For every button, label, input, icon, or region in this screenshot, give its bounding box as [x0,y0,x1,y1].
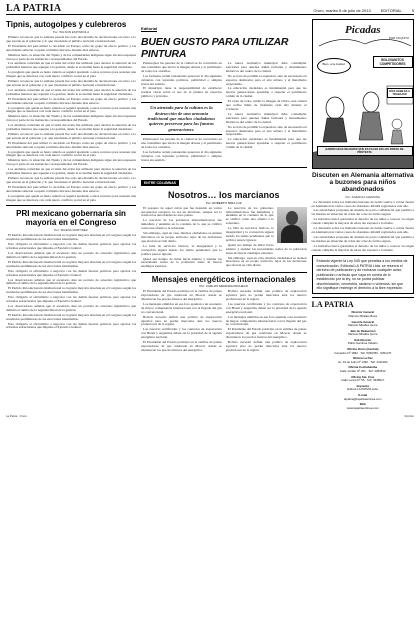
footer-right: Opinión [404,414,414,419]
paragraph: El Presidente del país utilizó lo sucedido en Europa como un golpe de efecto político y las autoridades salieron a repetir el mismo discurso durante días enteros. [6,140,137,149]
headline-alemania: Discuten en Alemania alternativa a buzones para niños abandonados [311,172,414,194]
paragraph: El Presidente del país utilizó lo sucedido en Europa como un golpe de efecto político y las autoridades salieron a repetir el mismo discurso durante días enteros. [6,43,137,52]
paragraph: Bolivia necesita definir una política de exploración agresiva para no perder mercados ante los nuevos productores de la región. [141,314,222,327]
paragraph: Sin embargo, aquí en casa, muchos ciudadanos se sienten marcianos en su propio territorio, lejos de las decisiones que afectan su vida diaria. [225,255,307,268]
column-col-2 [226,207,307,271]
paragraph: Pintarrajear las paredes de la ciudad se ha convertido en una costumbre que afecta la imagen urbana y el patrimonio de todos los orureños. [141,137,222,149]
paragraph: El Presidente del país utilizó lo sucedido en Europa como un golpe de efecto político y las autoridades salieron a repetir el mismo discurso durante días enteros. [6,96,137,105]
staff-role: Oficina Sta. Cruz [351,374,375,379]
speech-bubble: Bien, a la ciudad [317,58,351,74]
issue-date: Oruro, martes 8 de julio de 2013 [313,8,371,13]
editorial-col-2 [226,62,307,164]
staff-website-link[interactable]: www.lapatriaenlinea.com [346,405,379,410]
staff-name: Marcelo Miralles Iporre [348,332,378,337]
staff-role: Jefe de Redacción [350,328,376,333]
paragraph: Pintarrajear las paredes de la ciudad se ha convertido en una costumbre que afecta la imagen urbana y el patrimonio de todos los orureños. [141,61,222,73]
staff-entry [312,403,414,410]
divider [141,272,307,273]
divider [6,205,136,206]
paragraph: Mientras tanto, la situación del Tipnis y de las comunidades indígenas sigue sin una respuesta clara por parte de las instancias correspondientes del Estado. [6,158,137,167]
protest-sign-2: DÍAS HÁBILES A TRABAJAR [387,88,413,98]
paragraph: La pregunta que queda es hasta cuándo se seguirá apelando a estos recursos para sostener una imagen que se deteriora con cada nuevo conflicto social en el país. [6,105,137,114]
staff-entry [312,330,414,337]
left-column [6,17,136,412]
editorial-col-1 [141,62,222,164]
paragraph: Las fachadas recién restauradas aparecen al día siguiente cubiertas con leyendas políticas, publicidad o simples trazos sin sentido. [141,73,222,86]
energy-col-2 [226,290,307,354]
paragraph: La falta de servicios básicos, la inseguridad y la corrupción siguen siendo los temas pendientes que la política parece ignorar. [141,243,222,256]
section-name: EDITORIAL [380,8,402,13]
staff-entry [312,376,414,383]
staff-role: Web [359,402,366,407]
legal-notice [312,255,414,294]
cartoon-credit: POR COQUITO [389,36,409,40]
column-tag: ENTRE COLUMNAS [141,180,179,186]
byline-energy: Por: CARLOS MIRANDA PACHECO [199,284,249,289]
article-pri-body [6,234,136,330]
staff-entry [312,348,414,355]
staff-box [312,297,414,410]
paragraph: El pasajero de aquel avión que fue detenido en varios aeropuertos europeos no era un marciano, aunque así lo trataron las autoridades de esos países. [141,205,222,218]
staff-entry [312,385,414,392]
paragraph: Las autoridades proponen un sistema de parto confidencial que permita a las madres en situación de crisis dar a luz de forma segura. [311,234,414,243]
author-photo [277,207,307,243]
paragraph: Las fachadas recién restauradas aparecen al día siguiente cubiertas con leyendas políticas, publicidad o simples trazos sin sentido. [141,149,222,162]
staff-name: Editora LA PATRIA Ltda. [347,387,379,392]
page-number: 5 [411,8,414,13]
paragraph: Bolivia necesita definir una política de exploración agresiva para no perder mercados ante los nuevos productores de la región. [225,340,307,352]
staff-role: Director General [351,310,375,315]
cartoon [312,19,414,169]
masthead: LA PATRIA [6,3,62,14]
middle-column [141,17,307,412]
pull-quote: Un atentado para la cultura es la destrucción de una armonía tradicional que muchos ciudadanos quieren preservar para las futuras generaciones. [141,102,222,135]
paragraph: La nueva normativa municipal debe contemplar sanciones para quienes dañen fachadas y monumentos históricos del centro de la ciudad. [225,111,307,124]
energy-body [141,290,307,354]
editorial-title: BUEN GUSTO PARA UTILIZAR PINTURA [141,36,289,60]
page-footer [6,414,414,418]
paragraph: La educación ciudadana es fundamental para que las nuevas generaciones aprendan a respetar el patrimonio común de la ciudad. [225,137,307,150]
paragraph: La nueva normativa municipal debe contemplar sanciones para quienes dañen fachadas y monumentos históricos del centro de la ciudad. [225,61,307,73]
paragraph: Primero reconocer que la semana pasada fue todo una maraña de declaraciones en torno a lo que sucede en el gobierno y lo que trasciende al público nacional e internacional. [6,176,137,184]
column-title: Nosotros… los marcianos [168,189,280,200]
energy-col-1 [141,290,222,354]
paragraph: Los observadores señalan que el escenario abre un periodo de acuerdos legislativos que definirá el rumbo de la segunda mitad de la gestión. [6,277,137,286]
paragraph: Esto obligaría al oficialismo a negociar con las demás fuerzas políticas para aprobar las reformas estructurales que impulsa el Ejecutivo federal. [6,268,137,277]
staff-role: Oficina La Paz [352,356,373,361]
legal-notice-text: Estando vigente la Ley 045 que penaliza a los medios de comunicación, Editorial LA PATRIA Ltda. se reserva el derecho de publicación y de rechazar cualquier aviso, publicación o artículo que vaya en contra de lo establecido por la ley, no se podrá publicar discriminación, xenofobia, racismo o violencia, sin que ello signifique restringir el derecho a la libre expresión. [316,259,408,290]
staff-role: Oficina Cochabamba [348,365,378,370]
staff-role: E-mail [358,393,368,398]
column-col-1 [141,207,222,271]
columns [6,17,414,412]
staff-role: Imprenta [356,383,369,388]
staff-name: Calle Lanza Nº 55 · Telf. 3338917 [341,378,385,383]
staff-name[interactable]: lapatria@lapatriaenlinea.com [344,396,382,401]
paragraph: Los mensajes emitidos en ese foro apuntan a un escenario de mayor competencia internacional con la llegada del gas no convencional. [225,314,307,327]
paragraph: Sin embargo, aquí en casa, muchos ciudadanos se sienten marcianos en su propio territorio, lejos de las decisiones que afectan su vida diaria. [141,231,222,243]
paragraph: Esto obligaría al oficialismo a negociar con las demás fuerzas políticas para aprobar las reformas estructurales que impulsa el Ejecutivo federal. [6,242,137,251]
staff-name: Marcelo Miralles Iporre [348,323,378,328]
staff-list [312,311,414,410]
paragraph: Bolivia necesita definir una política de exploración agresiva para no perder mercados ante los nuevos productores de la región. [225,289,307,302]
paragraph: Es tarea de todos cuidar la imagen de Oruro, una ciudad que recibe miles de visitantes cada año durante el Carnaval. [225,99,307,111]
staff-name: Marcelo Miralles Bova [348,313,377,318]
paragraph: El Partido Revolucionario Institucional no lograría mayoría absoluta en el Congreso según los resultados preliminares de las elecciones intermedias. [6,286,137,295]
paragraph: La pregunta que queda es hasta cuándo se seguirá apelando a estos recursos para sostener una imagen que se deteriora con cada nuevo conflicto social en el país. [6,193,137,202]
paragraph: El Partido Revolucionario Institucional no lograría mayoría absoluta en el Congreso según los resultados preliminares de las elecciones intermedias. [6,259,137,268]
paragraph: El Presidente del Estado participó en la cumbre de países exportadores de gas celebrada en Moscú, donde se discutieron los precios futuros del energético. [141,340,222,352]
paragraph: Esto obligaría al oficialismo a negociar con las demás fuerzas políticas para aprobar las reformas estructurales que impulsa el Ejecutivo federal. [6,321,137,330]
paragraph: Los analistas coinciden en que el tema del avión fue utilizado para desviar la atención de los problemas internos que aquejan a la gestión, desde la economía hasta la seguridad ciudadana. [6,61,137,70]
staff-role: Gerente General [351,319,375,324]
paragraph: Los mensajes emitidos en ese foro apuntan a un escenario de mayor competencia internacional con la llegada del gas no convencional. [141,301,222,314]
paragraph: Quizá sea tiempo de mirar hacia adentro y atender las necesidades reales de la población antes de buscar enemigos externos. [141,256,222,269]
cartoon-banner: BARRICADAS DEJAMOS QUE ES FALSO EN LOS PAROS DE PROTESTA [317,146,413,156]
paragraph: La pregunta que queda es hasta cuándo se seguirá apelando a estos recursos para sostener una imagen que se deteriora con cada nuevo conflicto social en el país. [6,149,137,158]
paragraph: Las reservas certificadas y los contratos de exportación con Brasil y Argentina deben ser la prioridad de la agenda energética nacional. [141,327,222,340]
column-body [141,207,307,271]
paragraph: El municipio tiene la responsabilidad de establecer normas claras sobre el uso de la pintura en espacios públicos y privados. [141,86,222,99]
headline-energy: Mensajes energéticos internacionales [151,275,296,285]
paragraph: La discusión sobre los llamados buzones de bebés vuelve a cobrar fuerza en Alemania tras varios casos de abandono infantil registrados este año. [311,226,414,234]
paragraph: Mientras tanto, la situación del Tipnis y de las comunidades indígenas sigue sin una respuesta clara por parte de las instancias correspondientes del Estado. [6,52,137,61]
protest-sign-1: BOLIVIANITOS COMPETIDORES [373,56,413,68]
staff-entry [312,339,414,346]
editorial-columns [141,62,307,164]
paragraph: Primero reconocer que la semana pasada fue todo una maraña de declaraciones en torno a lo que sucede en el gobierno y lo que trasciende al público nacional e internacional. [6,79,137,87]
staff-logo: LA PATRIA [311,300,354,310]
paragraph: Las reservas certificadas y los contratos de exportación con Brasil y Argentina deben ser la prioridad de la agenda energética nacional. [225,301,307,314]
staff-name: Pablo Gamboa Vidalón [347,341,378,346]
page-header [6,3,414,15]
divider [141,167,307,168]
paragraph: El Presidente del Estado participó en la cumbre de países exportadores de gas celebrada en Moscú, donde se discutieron los precios futuros del energético. [225,327,307,340]
staff-name: Camacho Nº 1892 · Telf. 5250780 - 5251170 [334,350,392,355]
paragraph: La falta de servicios básicos, la inseguridad y la corrupción siguen siendo los temas pendientes que la política parece ignorar. [225,226,274,242]
staff-name: Calle Jordán Nº 251 · Telf. 4250512 [339,369,386,374]
right-column [312,17,414,412]
paragraph: La iniciativa busca garantizar el derecho de los niños a conocer su origen cuando cumplan la mayoría de edad, sin exponer a la madre. [311,217,414,226]
article-alemania-body [312,201,414,253]
byline-tipnis: Por: WILSON ESPINDOLA [52,30,90,34]
paragraph: La pregunta que queda es hasta cuándo se seguirá apelando a estos recursos para sostener una imagen que se deteriora con cada nuevo conflicto social en el país. [6,70,137,79]
paragraph: La reacción de los gobiernos latinoamericanos fue inmediata y unánime en la condena de lo que se calificó como una afrenta a la soberanía. [141,218,222,231]
paragraph: Primero reconocer que la semana pasada fue todo una maraña de declaraciones en torno a lo que sucede en el gobierno y lo que trasciende al público nacional e internacional. [6,35,137,43]
paragraph: Las autoridades proponen un sistema de parto confidencial que permita a las madres en situación de crisis dar a luz de forma segura. [311,208,414,217]
paragraph: No se trata de prohibir la expresión, sino de encauzarla en espacios destinados para el arte urbano y el muralismo responsable. [225,73,307,86]
staff-role: Sub Director [354,337,372,342]
paragraph: Los analistas coinciden en que el tema del avión fue utilizado para desviar la atención de los problemas internos que aquejan a la gestión, desde la economía hasta la seguridad ciudadana. [6,87,137,96]
paragraph: Quizá sea tiempo de mirar hacia adentro y atender las necesidades reales de la población antes de buscar enemigos externos. [225,242,307,255]
paragraph: El Partido Revolucionario Institucional no lograría mayoría absoluta en el Congreso según los resultados preliminares de las elecciones intermedias. [6,312,137,321]
paragraph: La iniciativa busca garantizar el derecho de los niños a conocer su origen cuando cumplan la mayoría de edad, sin exponer a la madre. [311,243,414,252]
paragraph: Los observadores señalan que el escenario abre un periodo de acuerdos legislativos que definirá el rumbo de la segunda mitad de la gestión. [6,251,137,259]
staff-role: Oficina Oruro (Central) [347,347,379,352]
headline-tipnis: Tipnis, autogolpes y culebreros [6,20,127,29]
paragraph: El Presidente del Estado participó en la cumbre de países exportadores de gas celebrada en Moscú, donde se discutieron los precios futuros del energético. [141,289,222,302]
staff-entry [312,311,414,318]
footer-left: La Patria · Oruro [6,414,27,419]
paragraph: No se trata de prohibir la expresión, sino de encauzarla en espacios destinados para el arte urbano y el muralismo responsable. [225,124,307,137]
cartoon-title: Picadas [345,24,381,36]
paragraph: La reacción de los gobiernos latinoamericanos fue inmediata y unánime en la condena de lo que se calificó como una afrenta a la soberanía. [225,205,274,226]
paragraph: Los analistas coinciden en que el tema del avión fue utilizado para desviar la atención de los problemas internos que aquejan a la gestión, desde la economía hasta la seguridad ciudadana. [6,167,137,176]
paragraph: La educación ciudadana es fundamental para que las nuevas generaciones aprendan a respetar el patrimonio común de la ciudad. [225,86,307,99]
paragraph: Esto obligaría al oficialismo a negociar con las demás fuerzas políticas para aprobar las reformas estructurales que impulsa el Ejecutivo federal. [6,295,137,304]
column-byline: Por: ROBERTO MIRA LUZ [205,200,242,205]
paragraph: Los observadores señalan que el escenario abre un periodo de acuerdos legislativos que definirá el rumbo de la segunda mitad de la gestión. [6,303,137,312]
staff-name: Av. 16 de Julio Nº 1490 · Telf. 2311024 [338,359,388,364]
header-meta [313,8,414,14]
staff-entry [312,394,414,401]
paragraph: El Partido Revolucionario Institucional no lograría mayoría absoluta en el Congreso según los resultados preliminares de las elecciones intermedias. [6,233,137,242]
staff-entry [312,366,414,373]
paragraph: Primero reconocer que la semana pasada fue todo una maraña de declaraciones en torno a lo que sucede en el gobierno y lo que trasciende al público nacional e internacional. [6,131,137,140]
byline-alemania: Por: AGENCIA ALEMANA [345,194,381,199]
headline-pri: PRI mexicano gobernaría sin mayoría en el Congreso [16,209,126,228]
paragraph: Mientras tanto, la situación del Tipnis y de las comunidades indígenas sigue sin una respuesta clara por parte de las instancias correspondientes del Estado. [6,114,137,123]
staff-entry [312,321,414,328]
editorial-tag: Editorial [141,26,158,31]
byline-pri: Por: MILENA MARTINEZ [54,228,88,233]
staff-entry [312,357,414,364]
paragraph: El Presidente del país utilizó lo sucedido en Europa como un golpe de efecto político y las autoridades salieron a repetir el mismo discurso durante días enteros. [6,184,137,193]
paragraph: La discusión sobre los llamados buzones de bebés vuelve a cobrar fuerza en Alemania tras varios casos de abandono infantil registrados este año. [311,199,414,208]
paragraph: Los analistas coinciden en que el tema del avión fue utilizado para desviar la atención de los problemas internos que aquejan a la gestión, desde la economía hasta la seguridad ciudadana. [6,123,137,132]
article-tipnis-body [6,36,136,202]
